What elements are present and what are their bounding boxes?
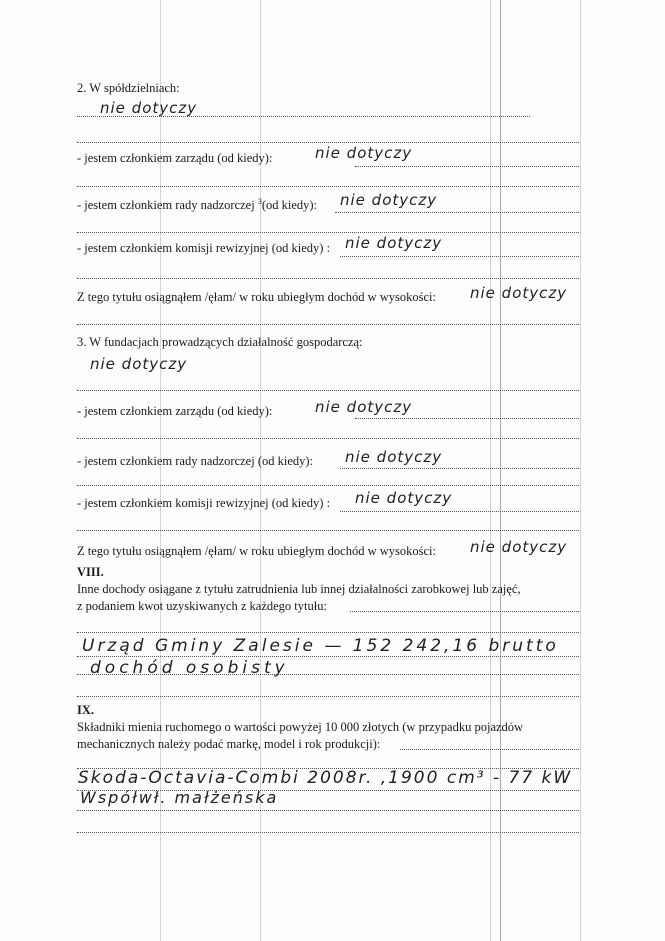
dotted-line xyxy=(77,832,579,833)
dotted-line xyxy=(77,696,579,697)
dotted-line xyxy=(77,485,579,486)
label-text: - jestem członkiem rady nadzorczej xyxy=(77,198,255,213)
supervisory-label: - jestem członkiem rady nadzorczej (od kiedy): xyxy=(77,454,314,468)
handwritten-answer: nie dotyczy xyxy=(355,489,453,507)
dotted-line xyxy=(340,468,579,469)
handwritten-answer: nie dotyczy xyxy=(470,284,568,302)
section-3-heading: 3. W fundacjach prowadzących działalność gospodarczą: xyxy=(77,335,363,349)
section-8-text: Inne dochody osiągane z tytułu zatrudnienia lub innej działalności zarobkowej lub zajęć, xyxy=(77,582,521,596)
dotted-line xyxy=(355,418,579,419)
dotted-line xyxy=(77,232,579,233)
handwritten-answer: nie dotyczy xyxy=(90,355,188,373)
dotted-line xyxy=(400,749,579,750)
board-label: - jestem członkiem zarządu (od kiedy): xyxy=(77,404,273,418)
dotted-line xyxy=(77,674,579,675)
handwritten-answer: nie dotyczy xyxy=(345,448,443,466)
dotted-line xyxy=(340,256,579,257)
supervisory-label xyxy=(77,197,317,213)
section-9-numeral: IX. xyxy=(77,703,95,717)
section-8-numeral: VIII. xyxy=(77,565,104,579)
dotted-line xyxy=(355,166,579,167)
dotted-line xyxy=(77,324,579,325)
dotted-line xyxy=(77,656,579,657)
handwritten-answer: dochód osobisty xyxy=(90,658,289,678)
dotted-line xyxy=(350,611,579,612)
dotted-line xyxy=(77,116,530,117)
handwritten-answer: Urząd Gminy Zalesie — 152 242,16 brutto xyxy=(82,636,559,656)
footnote-ref: 3 xyxy=(257,197,262,206)
income-label: Z tego tytułu osiągnąłem /ęłam/ w roku ubiegłym dochód w wysokości: xyxy=(77,544,436,558)
handwritten-answer: nie dotyczy xyxy=(470,538,568,556)
audit-label: - jestem członkiem komisji rewizyjnej (od kiedy) : xyxy=(77,496,331,510)
audit-label: - jestem członkiem komisji rewizyjnej (od kiedy) : xyxy=(77,241,331,255)
dotted-line xyxy=(340,511,579,512)
dotted-line xyxy=(77,186,579,187)
section-2-heading: 2. W spółdzielniach: xyxy=(77,81,180,95)
dotted-line xyxy=(77,142,579,143)
dotted-line xyxy=(77,278,579,279)
dotted-line xyxy=(335,212,579,213)
handwritten-answer: nie dotyczy xyxy=(315,144,413,162)
handwritten-answer: Skoda-Octavia-Combi 2008r. ,1900 cm³ - 77 kW xyxy=(78,768,573,788)
dotted-line xyxy=(77,390,579,391)
dotted-line xyxy=(77,530,579,531)
dotted-line xyxy=(77,438,579,439)
section-9-text: Składniki mienia ruchomego o wartości powyżej 10 000 złotych (w przypadku pojazdów xyxy=(77,720,524,734)
income-label: Z tego tytułu osiągnąłem /ęłam/ w roku ubiegłym dochód w wysokości: xyxy=(77,290,436,304)
dotted-line xyxy=(77,810,579,811)
label-text: (od kiedy): xyxy=(261,198,318,213)
scan-line xyxy=(580,0,581,941)
board-label: - jestem członkiem zarządu (od kiedy): xyxy=(77,151,273,165)
handwritten-answer: Współwł. małżeńska xyxy=(80,788,279,807)
handwritten-answer: nie dotyczy xyxy=(340,191,438,209)
handwritten-answer: nie dotyczy xyxy=(100,99,198,117)
dotted-line xyxy=(77,632,579,633)
handwritten-answer: nie dotyczy xyxy=(315,398,413,416)
handwritten-answer: nie dotyczy xyxy=(345,234,443,252)
section-8-text: z podaniem kwot uzyskiwanych z każdego tytułu: xyxy=(77,599,327,613)
section-9-text: mechanicznych należy podać markę, model i rok produkcji): xyxy=(77,737,381,751)
